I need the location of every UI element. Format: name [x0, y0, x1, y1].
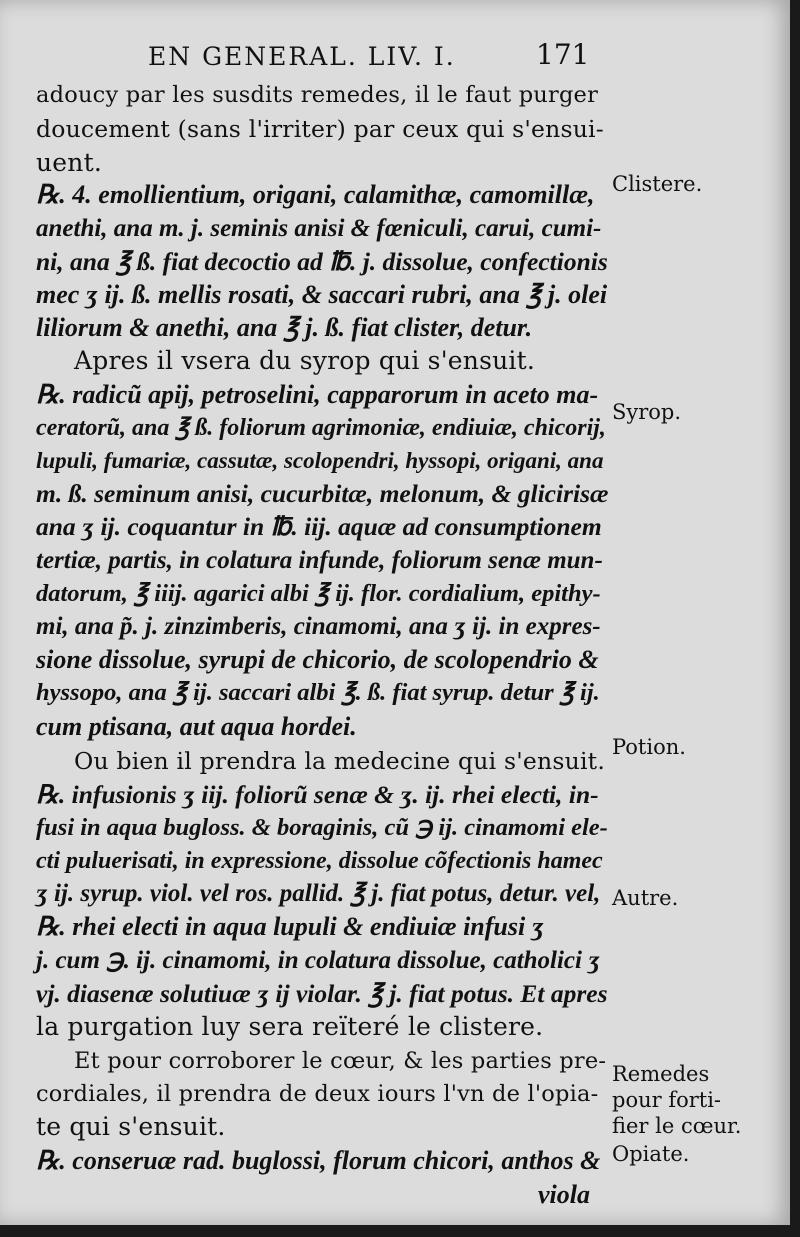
- page-number: 171: [536, 38, 590, 71]
- text-line: la purgation luy sera reïteré le clistere.: [36, 1012, 544, 1041]
- margin-note: fier le cœur.: [612, 1114, 742, 1138]
- text-line: viola: [538, 1180, 590, 1209]
- text-line: liliorum & anethi, ana ℥ j. ß. fiat clister, detur.: [36, 313, 533, 342]
- text-line: vj. diasenæ solutiuæ ʒ ij violar. ℥ j. fiat potus. Et apres: [36, 979, 608, 1008]
- margin-note: Opiate.: [612, 1142, 690, 1166]
- text-line: Ou bien il prendra la medecine qui s'ensuit.: [74, 747, 605, 775]
- margin-note: Autre.: [612, 886, 679, 910]
- margin-note: pour forti-: [612, 1088, 722, 1112]
- text-line: cti puluerisati, in expressione, dissolue cõfectionis hamec: [36, 848, 603, 874]
- text-line: uent.: [36, 148, 102, 177]
- text-line: cum ptisana, aut aqua hordei.: [36, 712, 357, 741]
- text-line: doucement (sans l'irriter) par ceux qui s'ensui-: [36, 115, 604, 143]
- margin-note: Clistere.: [612, 172, 703, 196]
- text-line: mi, ana p̃. j. zinzimberis, cinamomi, ana ʒ ij. in expres-: [36, 613, 601, 640]
- text-line: adoucy par les susdits remedes, il le faut purger: [36, 82, 599, 108]
- text-line: hyssopo, ana ℥ ij. saccari albi ℥. ß. fiat syrup. detur ℥ ij.: [36, 679, 600, 706]
- text-line: ceratorũ, ana ℥ ß. foliorum agrimoniæ, endiuiæ, chicorij,: [36, 415, 606, 441]
- text-line: anethi, ana m. j. seminis anisi & fœniculi, carui, cumi-: [36, 215, 602, 242]
- margin-note: Remedes: [612, 1062, 710, 1086]
- text-line: cordiales, il prendra de deux iours l'vn de l'opia-: [36, 1081, 599, 1107]
- text-line: ni, ana ℥ ß. fiat decoctio ad ℔. j. dissolue, confectionis: [36, 247, 608, 276]
- running-head: EN GENERAL. LIV. I.: [148, 42, 456, 71]
- text-line: ℞. infusionis ʒ iij. foliorũ senæ & ʒ. ij. rhei electi, in-: [36, 780, 599, 809]
- text-line: j. cum ℈. ij. cinamomi, in colatura dissolue, catholici ʒ: [36, 947, 601, 974]
- text-line: ℞. rhei electi in aqua lupuli & endiuiæ infusi ʒ: [36, 912, 544, 941]
- margin-note: Potion.: [612, 735, 686, 759]
- text-line: fusi in aqua bugloss. & boraginis, cũ ℈ ij. cinamomi ele-: [36, 814, 608, 841]
- text-line: lupuli, fumariæ, cassutæ, scolopendri, hyssopi, origani, ana: [36, 448, 604, 473]
- text-line: ana ʒ ij. coquantur in ℔. iij. aquæ ad consumptionem: [36, 512, 602, 541]
- text-line: Et pour corroborer le cœur, & les parties pre-: [74, 1048, 607, 1074]
- text-line: tertiæ, partis, in colatura infunde, foliorum senæ mun-: [36, 547, 603, 574]
- text-line: ℞. 4. emollientium, origani, calamithæ, camomillæ,: [36, 180, 595, 209]
- text-line: m. ß. seminum anisi, cucurbitæ, melonum, & glicirisæ: [36, 479, 609, 508]
- text-line: te qui s'ensuit.: [36, 1112, 226, 1141]
- text-line: Apres il vsera du syrop qui s'ensuit.: [74, 346, 535, 375]
- text-line: mec ʒ ij. ß. mellis rosati, & saccari rubri, ana ℥ j. olei: [36, 280, 608, 309]
- page-header: [0, 38, 790, 82]
- text-line: ℞. conseruæ rad. buglossi, florum chicori, anthos &: [36, 1146, 601, 1175]
- text-line: datorum, ℥ iiij. agarici albi ℥ ij. flor. cordialium, epithy-: [36, 580, 601, 607]
- text-line: sione dissolue, syrupi de chicorio, de scolopendrio &: [36, 645, 599, 674]
- text-line: ℞. radicũ apij, petroselini, capparorum in aceto ma-: [36, 380, 599, 409]
- text-line: ʒ ij. syrup. viol. vel ros. pallid. ℥ j. fiat potus, detur. vel,: [36, 880, 601, 907]
- margin-note: Syrop.: [612, 400, 682, 424]
